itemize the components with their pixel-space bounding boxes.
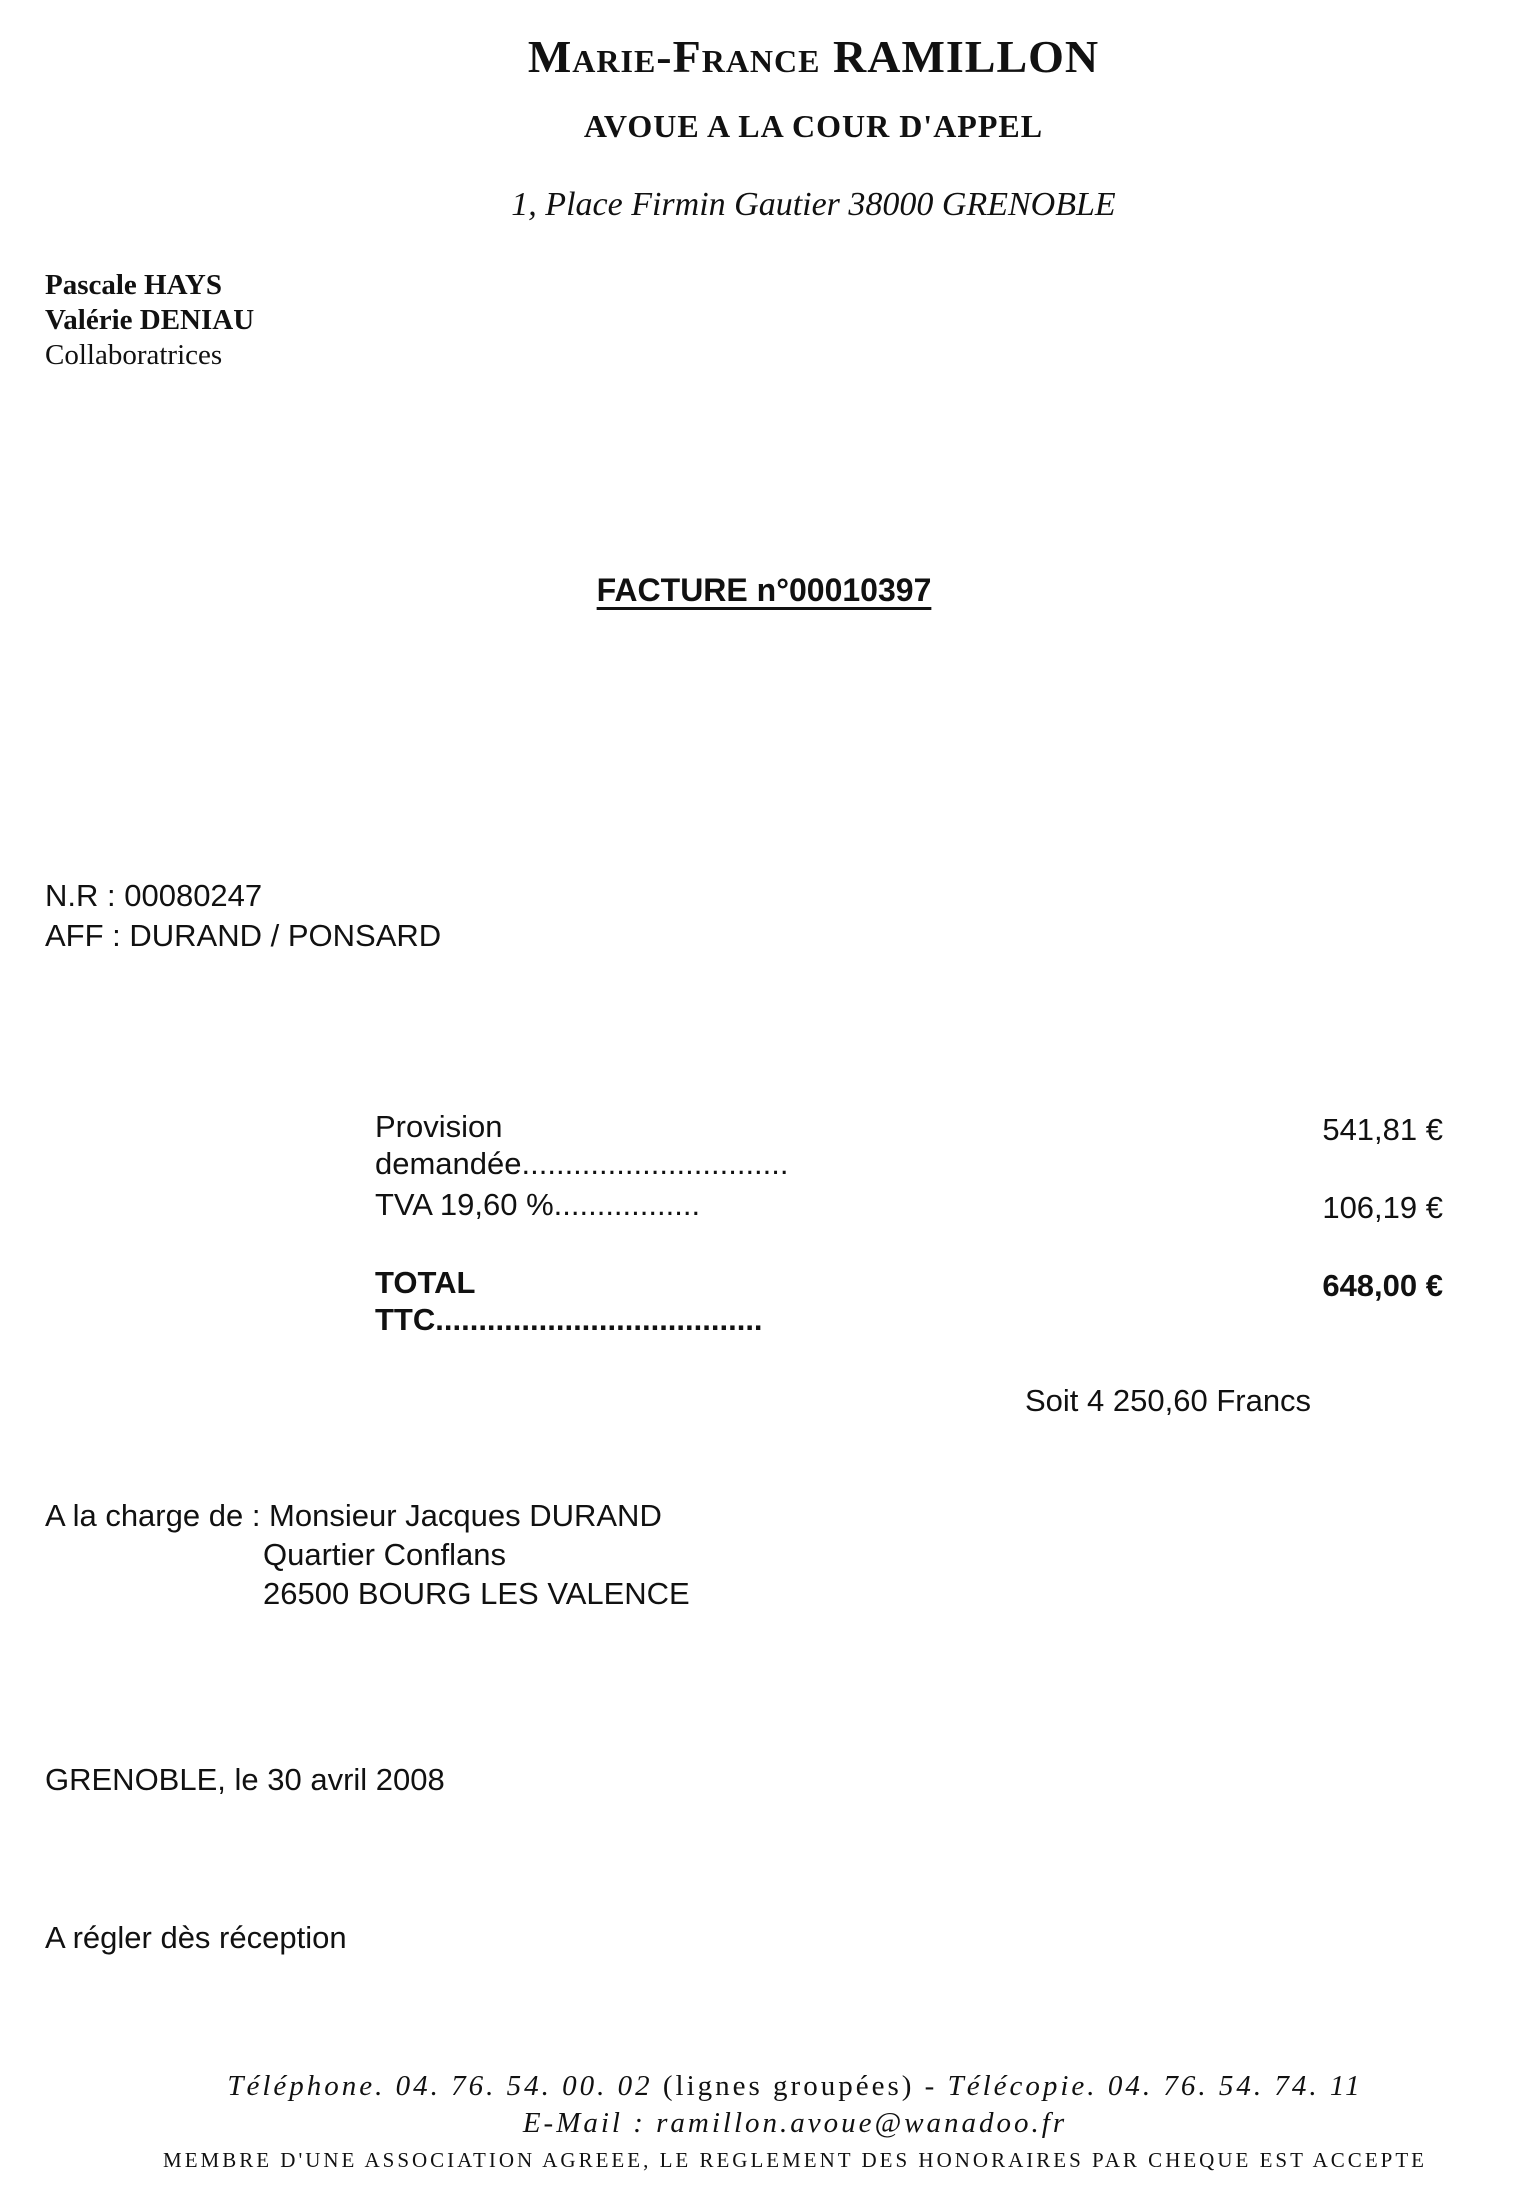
francs-equivalent: Soit 4 250,60 Francs	[1025, 1383, 1312, 1418]
billing-city: 26500 BOURG LES VALENCE	[263, 1576, 690, 1611]
footer-contact-line	[0, 2070, 1515, 2103]
collaborator-name: Pascale HAYS	[45, 269, 222, 301]
footer-fax-label: Télécopie.	[947, 2070, 1098, 2102]
letterhead-name	[0, 30, 1515, 83]
collaborators-block	[45, 268, 254, 373]
footer-notice: MEMBRE D'UNE ASSOCIATION AGREEE, LE REGLEMENT DES HONORAIRES PAR CHEQUE EST ACCEPTE	[163, 2148, 1427, 2172]
footer-fax: 04. 76. 54. 74. 11	[1107, 2070, 1363, 2102]
footer-phone-note: (lignes groupées)	[662, 2070, 915, 2102]
collaborator-name: Valérie DENIAU	[45, 304, 255, 336]
footer-phone: 04. 76. 54. 00. 02	[395, 2070, 653, 2102]
affair-name: AFF : DURAND / PONSARD	[45, 918, 442, 953]
reference-number: N.R : 00080247	[45, 878, 263, 913]
total-amount: 648,00 €	[1322, 1268, 1443, 1303]
invoice-references	[45, 876, 441, 956]
billing-street: Quartier Conflans	[263, 1537, 506, 1572]
footer-separator: -	[924, 2070, 938, 2102]
tva-label: TVA 19,60 %.................	[375, 1187, 701, 1222]
collaborators-role: Collaboratrices	[45, 339, 223, 371]
billing-address-block	[45, 1496, 690, 1613]
provision-amount: 541,81 €	[1322, 1112, 1443, 1147]
footer-email: E-Mail : ramillon.avoue@wanadoo.fr	[522, 2107, 1068, 2139]
tva-amount: 106,19 €	[1322, 1190, 1443, 1225]
provision-label	[375, 1108, 789, 1182]
total-label	[375, 1264, 763, 1338]
payment-terms: A régler dès réception	[45, 1920, 347, 1955]
total-label-line2: TTC......................................	[375, 1302, 763, 1337]
footer-phone-label: Téléphone.	[227, 2070, 386, 2102]
letterhead-address: 1, Place Firmin Gautier 38000 GRENOBLE	[511, 186, 1116, 223]
letterhead-title: AVOUE A LA COUR D'APPEL	[583, 108, 1044, 144]
letterhead-last-name: RAMILLON	[833, 31, 1100, 82]
provision-label-line1: Provision	[375, 1109, 503, 1144]
total-label-line1: TOTAL	[375, 1265, 476, 1300]
letterhead-first-name: Marie-France	[527, 31, 821, 82]
invoice-title: FACTURE n°00010397	[596, 572, 932, 608]
invoice-date: GRENOBLE, le 30 avril 2008	[45, 1762, 445, 1797]
provision-label-line2: demandée...............................	[375, 1146, 789, 1181]
billing-recipient: A la charge de : Monsieur Jacques DURAND	[45, 1498, 662, 1533]
